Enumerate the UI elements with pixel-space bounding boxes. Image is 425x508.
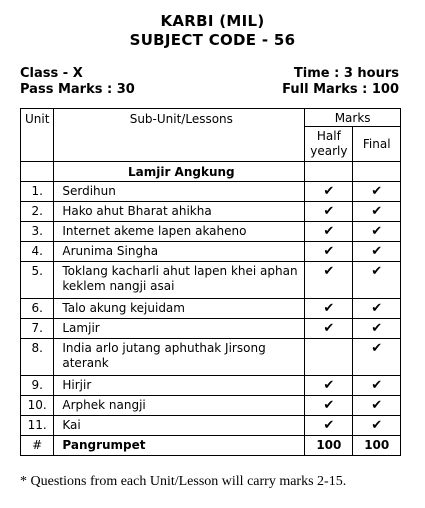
section-half-cell (305, 162, 353, 182)
marks-header: Marks (305, 109, 401, 127)
table-row (21, 396, 401, 416)
unit-number: 3. (21, 222, 54, 242)
table-row (21, 182, 401, 202)
final-check-icon: ✔ (353, 299, 401, 319)
section-unit-cell (21, 162, 54, 182)
class-label: Class - X (20, 66, 83, 81)
half-yearly-check-icon: ✔ (305, 319, 353, 339)
lesson-name: Arphek nangji (54, 396, 305, 416)
final-check-icon: ✔ (353, 262, 401, 299)
unit-number: 10. (21, 396, 54, 416)
table-row (21, 202, 401, 222)
lesson-name: Hirjir (54, 376, 305, 396)
lesson-name: Serdihun (54, 182, 305, 202)
document-title: KARBI (MIL) (160, 12, 265, 30)
half-yearly-check-icon: ✔ (305, 376, 353, 396)
unit-number: 2. (21, 202, 54, 222)
time-label: Time : 3 hours (293, 66, 399, 81)
total-label: Pangrumpet (54, 436, 305, 456)
table-row (21, 319, 401, 339)
unit-number: 1. (21, 182, 54, 202)
unit-number: 5. (21, 262, 54, 299)
total-final: 100 (353, 436, 401, 456)
lesson-name: Kai (54, 416, 305, 436)
unit-number: 6. (21, 299, 54, 319)
unit-number: 7. (21, 319, 54, 339)
half-yearly-check-icon: ✔ (305, 262, 353, 299)
table-row (21, 222, 401, 242)
total-row (21, 436, 401, 456)
section-final-cell (353, 162, 401, 182)
lesson-name: India arlo jutang aphuthak Jirsong aterank (54, 339, 305, 376)
syllabus-table (20, 108, 401, 456)
full-marks-label: Full Marks : 100 (282, 82, 399, 97)
table-row (21, 416, 401, 436)
total-half-yearly: 100 (305, 436, 353, 456)
subject-code: SUBJECT CODE - 56 (129, 31, 296, 49)
total-symbol: # (21, 436, 54, 456)
lesson-name: Internet akeme lapen akaheno (54, 222, 305, 242)
final-check-icon: ✔ (353, 222, 401, 242)
section-title: Lamjir Angkung (54, 162, 305, 182)
half-yearly-check-icon: ✔ (305, 299, 353, 319)
half-yearly-check-icon: ✔ (305, 396, 353, 416)
table-row (21, 339, 401, 376)
table-row (21, 262, 401, 299)
unit-number: 4. (21, 242, 54, 262)
unit-header: Unit (21, 109, 54, 162)
final-check-icon: ✔ (353, 416, 401, 436)
table-row (21, 299, 401, 319)
final-check-icon: ✔ (353, 339, 401, 376)
lesson-name: Talo akung kejuidam (54, 299, 305, 319)
final-check-icon: ✔ (353, 182, 401, 202)
lesson-name: Lamjir (54, 319, 305, 339)
table-row (21, 376, 401, 396)
half-yearly-check-icon: ✔ (305, 202, 353, 222)
unit-number: 11. (21, 416, 54, 436)
lesson-name: Toklang kacharli ahut lapen khei aphan keklem nangji asai (54, 262, 305, 299)
half-yearly-check-icon: ✔ (305, 182, 353, 202)
half-yearly-check-icon: ✔ (305, 222, 353, 242)
half-yearly-header: Half yearly (305, 127, 353, 162)
final-check-icon: ✔ (353, 242, 401, 262)
half-yearly-empty-cell (305, 339, 353, 376)
final-check-icon: ✔ (353, 202, 401, 222)
unit-number: 8. (21, 339, 54, 376)
final-check-icon: ✔ (353, 396, 401, 416)
half-yearly-check-icon: ✔ (305, 242, 353, 262)
lessons-header: Sub-Unit/Lessons (54, 109, 305, 162)
table-row (21, 242, 401, 262)
final-check-icon: ✔ (353, 319, 401, 339)
final-check-icon: ✔ (353, 376, 401, 396)
half-yearly-check-icon: ✔ (305, 416, 353, 436)
lesson-name: Hako ahut Bharat ahikha (54, 202, 305, 222)
footnote: * Questions from each Unit/Lesson will carry marks 2-15. (20, 474, 347, 489)
unit-number: 9. (21, 376, 54, 396)
lesson-name: Arunima Singha (54, 242, 305, 262)
final-header: Final (353, 127, 401, 162)
pass-marks-label: Pass Marks : 30 (20, 82, 135, 97)
